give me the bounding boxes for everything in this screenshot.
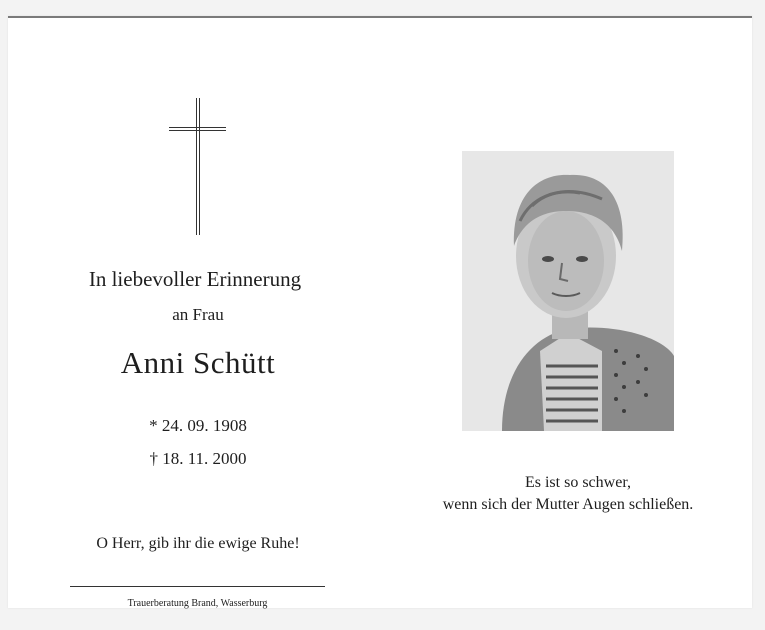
portrait-photo <box>462 151 674 431</box>
deceased-name: Anni Schütt <box>120 345 276 380</box>
quote-line-1: Es ist so schwer, <box>524 474 631 491</box>
portrait-illustration <box>462 151 674 431</box>
death-date: † 18. 11. 2000 <box>149 449 247 468</box>
funeral-home-credit: Trauerberatung Brand, Wasserburg <box>127 598 268 609</box>
quote-line-2: wenn sich der Mutter Augen schließen. <box>442 496 694 513</box>
intro-text: In liebevoller Erinnerung <box>88 267 302 291</box>
salutation-text: an Frau <box>172 305 224 324</box>
memorial-card <box>8 16 752 608</box>
divider-line <box>70 586 325 587</box>
prayer-text: O Herr, gib ihr die ewige Ruhe! <box>96 535 300 552</box>
birth-date: * 24. 09. 1908 <box>149 416 247 435</box>
